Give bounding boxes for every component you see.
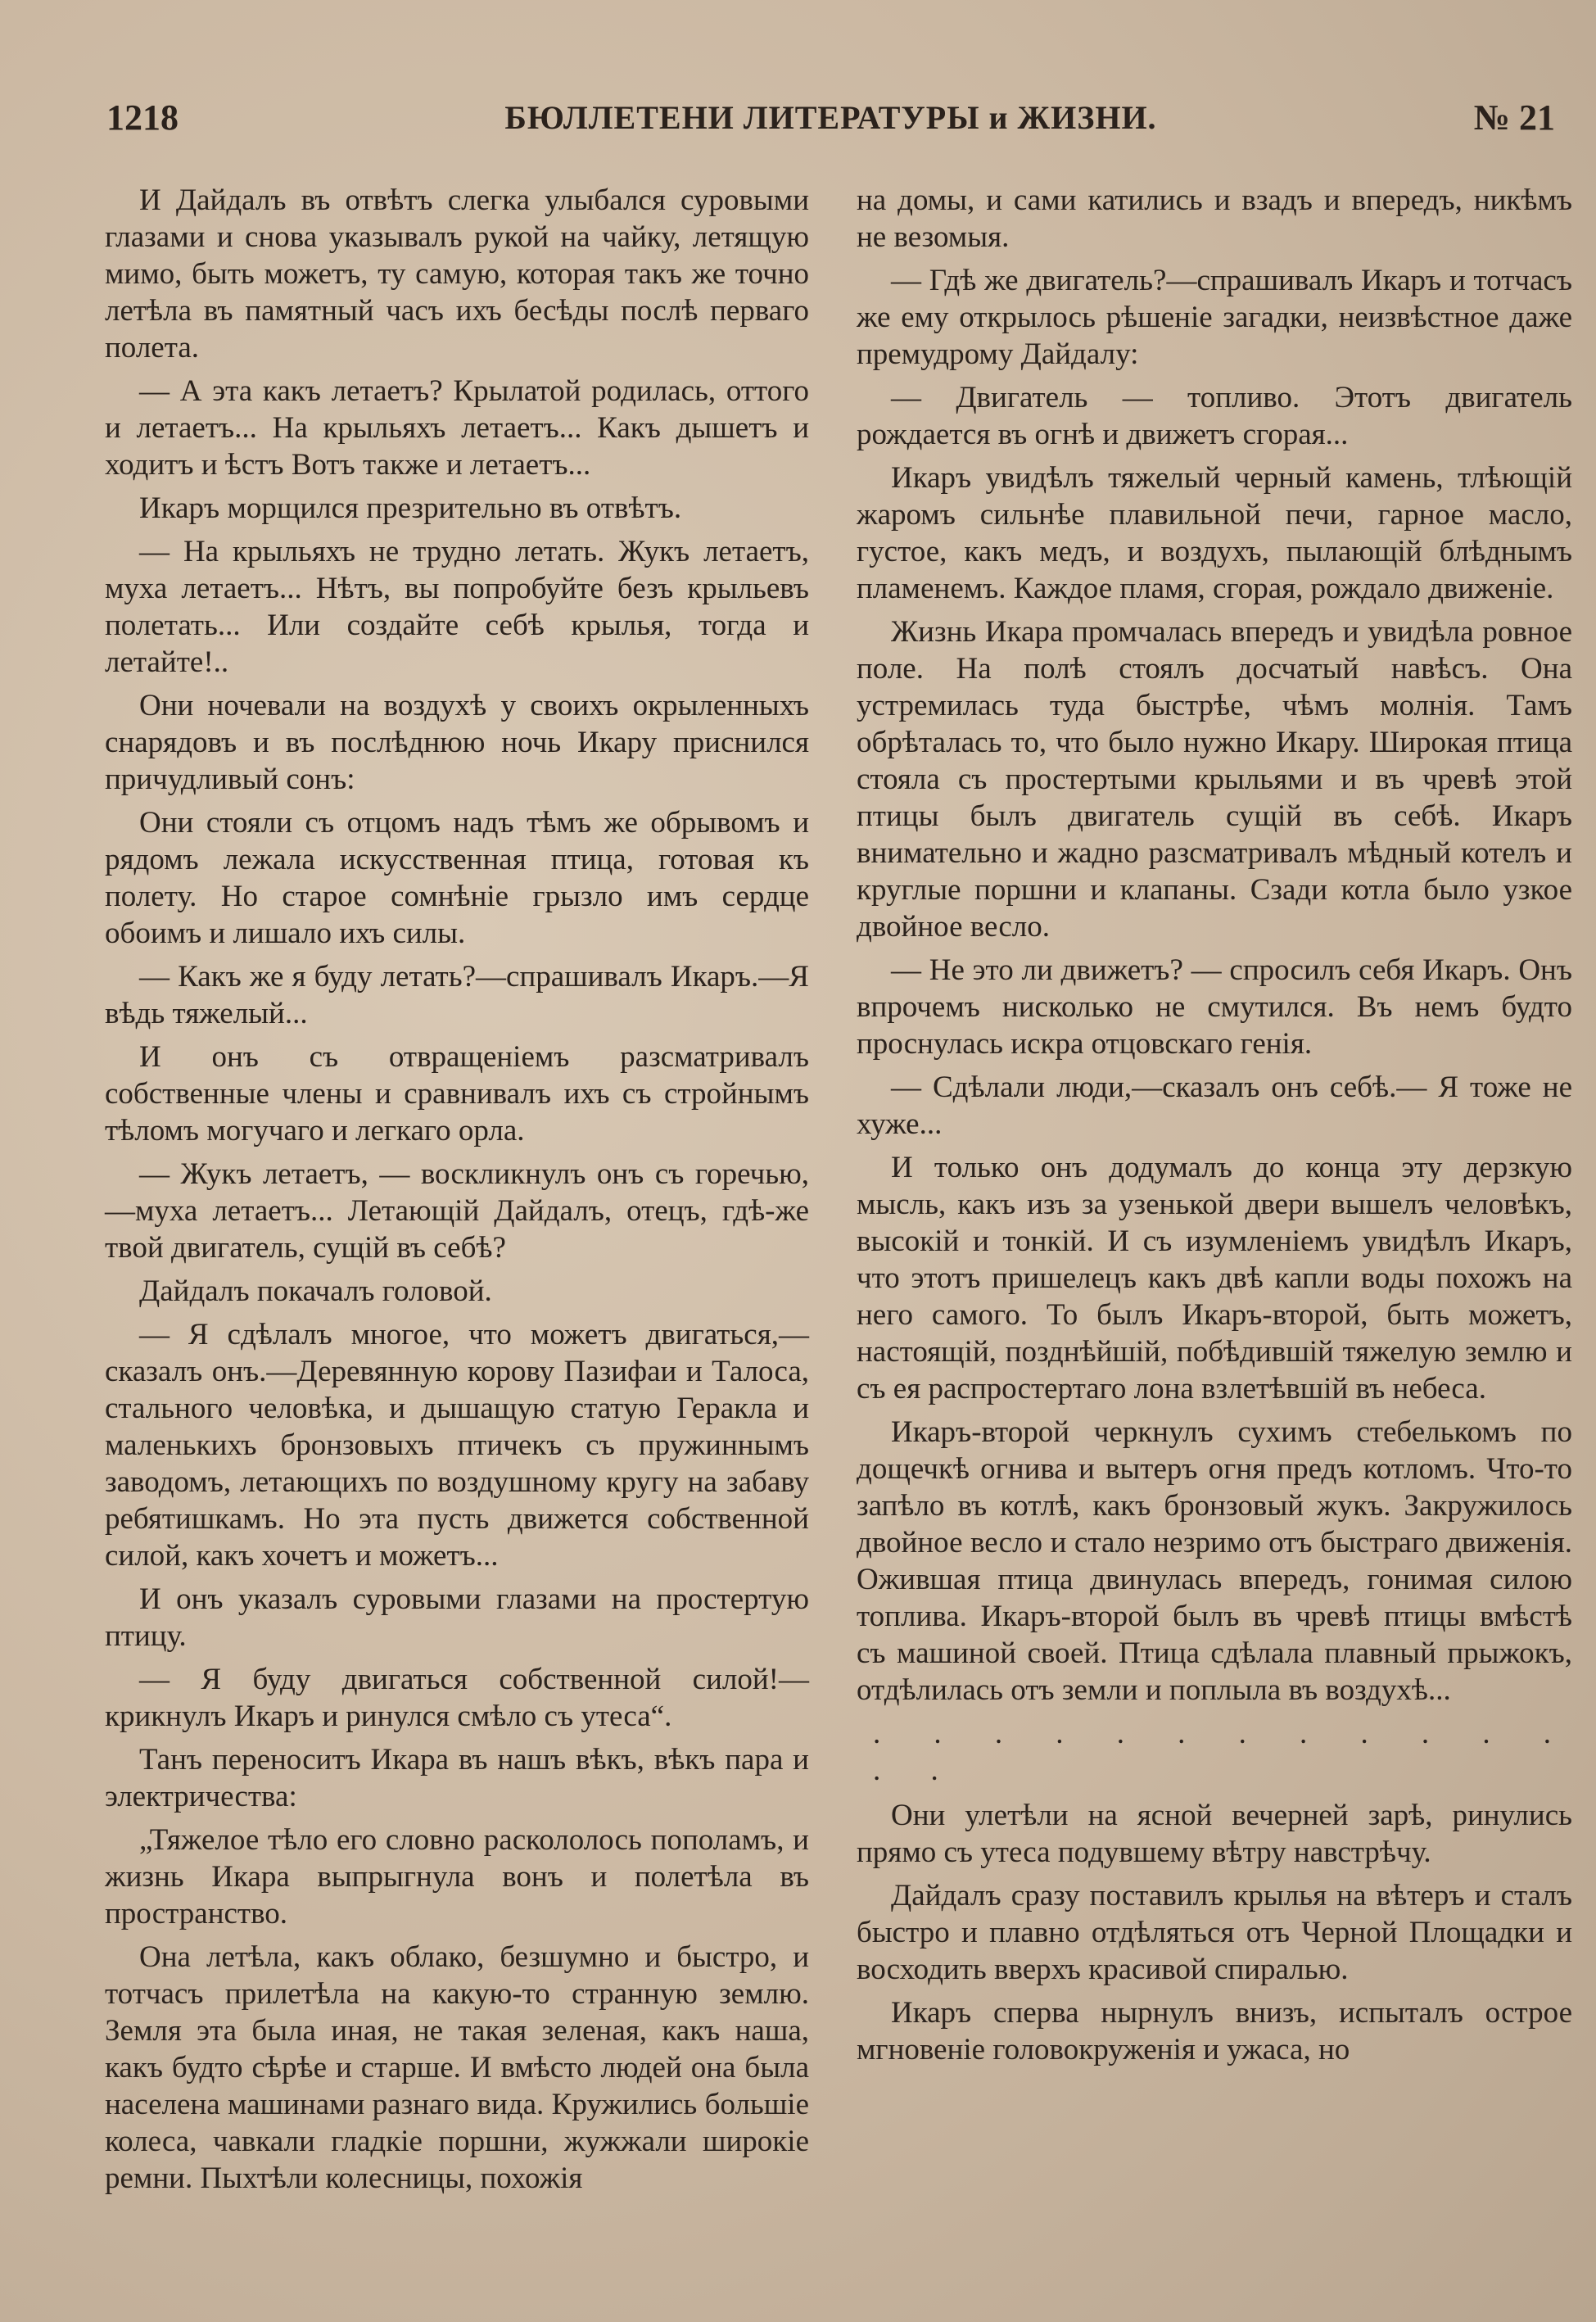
- paragraph: И онъ съ отвращеніемъ разсматривалъ собственные члены и сравнивалъ ихъ съ стройнымъ тѣломъ могучаго и легкаго орла.: [105, 1040, 809, 1147]
- right-column: [857, 182, 1572, 2075]
- page-number: 1218: [106, 97, 179, 138]
- paragraph: Они улетѣли на ясной вечерней зарѣ, ринулись прямо съ утеса подувшему вѣтру навстрѣчу.: [857, 1799, 1572, 1869]
- paragraph: — Я сдѣлалъ многое, что можетъ двигаться,—сказалъ онъ.—Деревянную корову Пазифаи и Талоса, стального человѣка, и дышащую статую Геракла и маленькихъ бронзовыхъ птичекъ съ пружиннымъ заводомъ, летающихъ по воздушному кругу на забаву ребятишкамъ. Но эта пусть движется собственной силой, какъ хочетъ и можетъ...: [105, 1318, 809, 1573]
- paragraph: „Тяжелое тѣло его словно раскололось пополамъ, и жизнь Икара выпрыгнула вонъ и полетѣла въ пространство.: [105, 1823, 809, 1930]
- paragraph: — Я буду двигаться собственной силой!— крикнулъ Икаръ и ринулся смѣло съ утеса“.: [105, 1663, 809, 1733]
- paragraph: — Жукъ летаетъ, — воскликнулъ онъ съ горечью,—муха летаетъ... Летающій Дайдалъ, отецъ, гдѣ-же твой двигатель, сущій въ себѣ?: [105, 1157, 809, 1265]
- paragraph: — Гдѣ же двигатель?—спрашивалъ Икаръ и тотчасъ же ему открылось рѣшеніе загадки, неизвѣстное даже премудрому Дайдалу:: [857, 264, 1572, 371]
- running-title: БЮЛЛЕТЕНИ ЛИТЕРАТУРЫ и ЖИЗНИ.: [504, 99, 1157, 136]
- paragraph: И только онъ додумалъ до конца эту дерзкую мысль, какъ изъ за узенькой двери вышелъ человѣкъ, высокій и тонкій. И съ изумленіемъ увидѣлъ Икаръ, что этотъ пришелецъ какъ двѣ капли воды похожъ на него самого. То былъ Икаръ-второй, быть можетъ, настоящій, позднѣйшій, побѣдившій тяжелую землю и съ ея распростертаго лона взлетѣвшій въ небеса.: [857, 1151, 1572, 1405]
- issue-number: № 21: [1473, 97, 1555, 138]
- paragraph: Они ночевали на воздухѣ у своихъ окрыленныхъ снарядовъ и въ послѣднюю ночь Икару приснился причудливый сонъ:: [105, 689, 809, 796]
- paragraph: Икаръ увидѣлъ тяжелый черный камень, тлѣющій жаромъ сильнѣе плавильной печи, гарное масло, густое, какъ медъ, и воздухъ, пылающій блѣднымъ пламенемъ. Каждое пламя, сгорая, рождало движеніе.: [857, 461, 1572, 605]
- paragraph: — Двигатель — топливо. Этотъ двигатель рождается въ огнѣ и движетъ сгорая...: [857, 381, 1572, 451]
- paragraph: — На крыльяхъ не трудно летать. Жукъ летаетъ, муха летаетъ... Нѣтъ, вы попробуйте безъ крыльевъ полетать... Или создайте себѣ крылья, тогда и летайте!..: [105, 535, 809, 679]
- paragraph: Жизнь Икара промчалась впередъ и увидѣла ровное поле. На полѣ стоялъ досчатый навѣсъ. Она устремилась туда быстрѣе, чѣмъ молнія. Тамъ обрѣталась то, что было нужно Икару. Широкая птица стояла съ простертыми крыльями и въ чревѣ этой птицы былъ двигатель сущій въ себѣ. Икаръ внимательно и жадно разсматривалъ мѣдный котелъ и круглые поршни и клапаны. Сзади котла было узкое двойное весло.: [857, 615, 1572, 944]
- paragraph: — Не это ли движетъ? — спросилъ себя Икаръ. Онъ впрочемъ нисколько не смутился. Въ немъ будто проснулась искра отцовскаго генія.: [857, 953, 1572, 1061]
- page-header: [98, 97, 1563, 146]
- paragraph: — Сдѣлали люди,—сказалъ онъ себѣ.— Я тоже не хуже...: [857, 1070, 1572, 1141]
- paragraph: И Дайдалъ въ отвѣтъ слегка улыбался суровыми глазами и снова указывалъ рукой на чайку, летящую мимо, быть можетъ, ту самую, которая такъ же точно летѣла въ памятный часъ ихъ бесѣды послѣ перваго полета.: [105, 183, 809, 364]
- left-column: [105, 182, 809, 2203]
- paragraph: Дайдалъ сразу поставилъ крылья на вѣтеръ и сталъ быстро и плавно отдѣляться отъ Черной Площадки и восходить вверхъ красивой спиралью.: [857, 1879, 1572, 1986]
- section-separator: . . . . . . . . . . . . . .: [873, 1717, 1572, 1787]
- paragraph-continued: на домы, и сами катились и взадъ и впередъ, никѣмъ не везомыя.: [857, 183, 1572, 254]
- paragraph: Дайдалъ покачалъ головой.: [139, 1274, 492, 1308]
- paragraph: — Какъ же я буду летать?—спрашивалъ Икаръ.—Я вѣдь тяжелый...: [105, 960, 809, 1030]
- paragraph: — А эта какъ летаетъ? Крылатой родилась, оттого и летаетъ... На крыльяхъ летаетъ... Какъ дышетъ и ходитъ и ѣстъ Вотъ также и летаетъ...: [105, 374, 809, 482]
- paragraph: Она летѣла, какъ облако, безшумно и быстро, и тотчасъ прилетѣла на какую-то странную землю. Земля эта была иная, не такая зеленая, какъ наша, какъ будто сѣрѣе и старше. И вмѣсто людей она была населена машинами разнаго вида. Кружились большіе колеса, чавкали гладкіе поршни, жужжали широкіе ремни. Пыхтѣли колесницы, похожія: [105, 1940, 809, 2195]
- paragraph: И онъ указалъ суровыми глазами на простертую птицу.: [105, 1582, 809, 1653]
- paragraph: Танъ переноситъ Икара въ нашъ вѣкъ, вѣкъ пара и электричества:: [105, 1743, 809, 1813]
- paragraph: Икаръ сперва нырнулъ внизъ, испыталъ острое мгновеніе головокруженія и ужаса, но: [857, 1996, 1572, 2066]
- paragraph: Они стояли съ отцомъ надъ тѣмъ же обрывомъ и рядомъ лежала искусственная птица, готовая къ полету. Но старое сомнѣніе грызло имъ сердце обоимъ и лишало ихъ силы.: [105, 806, 809, 950]
- paragraph: Икаръ морщился презрительно въ отвѣтъ.: [139, 491, 682, 525]
- paragraph: Икаръ-второй черкнулъ сухимъ стебелькомъ по дощечкѣ огнива и вытеръ огня предъ котломъ. Что-то запѣло въ котлѣ, какъ бронзовый жукъ. Закружилось двойное весло и стало незримо отъ быстраго движенія. Ожившая птица двинулась впередъ, гонимая силою топлива. Икаръ-второй былъ въ чревѣ птицы вмѣстѣ съ машиной своей. Птица сдѣлала плавный прыжокъ, отдѣлилась отъ земли и поплыла въ воздухѣ...: [857, 1415, 1572, 1707]
